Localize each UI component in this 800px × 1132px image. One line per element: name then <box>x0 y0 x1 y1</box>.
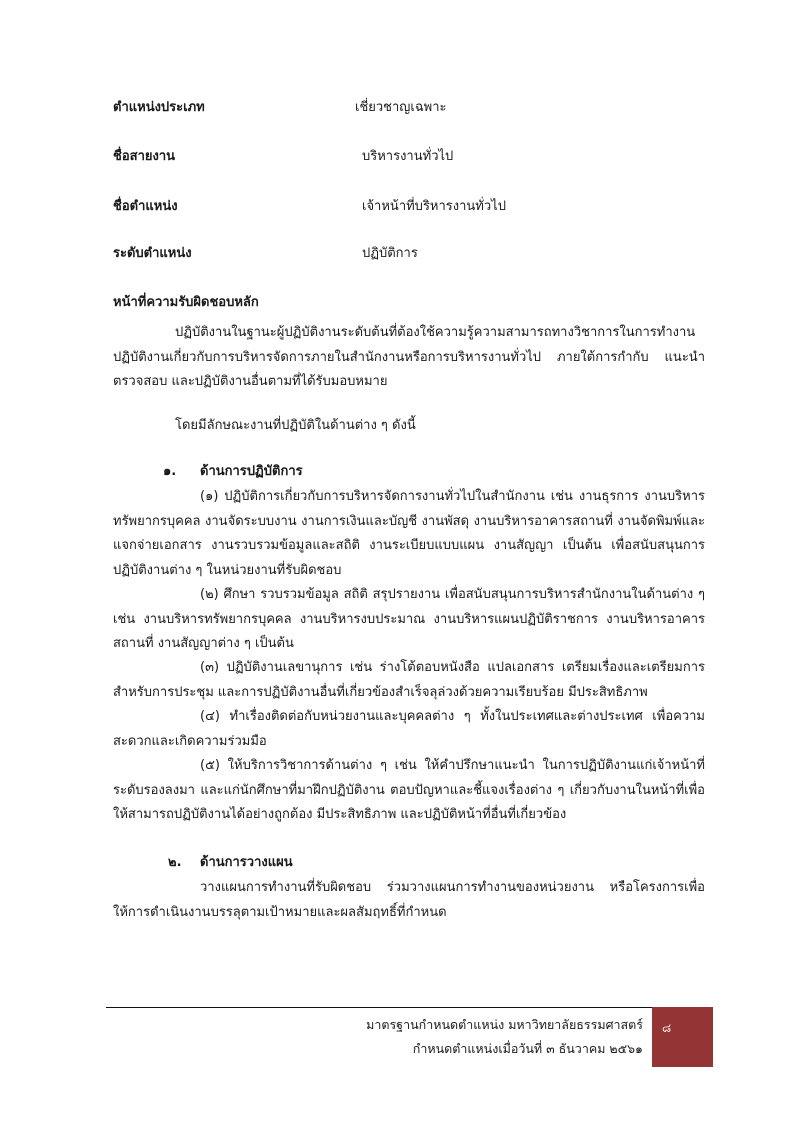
field-position-level <box>113 242 713 266</box>
responsibilities-intro: ปฏิบัติงานในฐานะผู้ปฏิบัติงานระดับต้นที่ต้องใช้ความรู้ความสามารถทางวิชาการในการทำงาน ปฏิบัติงานเกี่ยวกับการบริหารจัดการภายในสำนักงานหรือการบริหารงานทั่วไป ภายใต้การกำกับ แนะนำ ตรวจสอบ และปฏิบัติงานอื่นตามที่ได้รับมอบหมาย <box>113 325 705 389</box>
page-number-badge <box>652 1007 713 1067</box>
footer-divider <box>106 1007 652 1008</box>
field-value: เชี่ยวชาญเฉพาะ <box>355 100 447 115</box>
field-value: บริหารงานทั่วไป <box>362 149 454 164</box>
responsibilities-title: หน้าที่ความรับผิดชอบหลัก <box>113 295 259 310</box>
field-label: ตำแหน่งประเภท <box>113 100 205 115</box>
field-value: เจ้าหน้าที่บริหารงานทั่วไป <box>362 199 506 214</box>
field-line-name <box>113 145 713 169</box>
section-1-item-3: (๓) ปฏิบัติงานเลขานุการ เช่น ร่างโต้ตอบหนังสือ แปลเอกสาร เตรียมเรื่องและเตรียมการสำหรับการประชุม และการปฏิบัติงานอื่นที่เกี่ยวข้องสำเร็จลุล่วงด้วยความเรียบร้อย มีประสิทธิภาพ <box>113 660 705 700</box>
section-1-item-2: (๒) ศึกษา รวบรวมข้อมูล สถิติ สรุปรายงาน เพื่อสนับสนุนการบริหารสำนักงานในด้านต่าง ๆ เช่น งานบริหารทรัพยากรบุคคล งานบริหารงบประมาณ งานบริหารแผนปฏิบัติราชการ งานบริหารอาคารสถานที่ งานสัญญาต่าง ๆ เป็นต้น <box>113 587 705 651</box>
field-label: ชื่อสายงาน <box>113 149 176 164</box>
footer-line-1: มาตรฐานกำหนดตำแหน่ง มหาวิทยาลัยธรรมศาสตร์ <box>366 1017 643 1032</box>
section-1-item-1: (๑) ปฏิบัติการเกี่ยวกับการบริหารจัดการงานทั่วไปในสำนักงาน เช่น งานธุรการ งานบริหารทรัพยากรบุคคล งานจัดระบบงาน งานการเงินและบัญชี งานพัสดุ งานบริหารอาคารสถานที่ งานจัดพิมพ์และแจกจ่ายเอกสาร งานรวบรวมข้อมูลและสถิติ งานระเบียบแบบแผน งานสัญญา เป็นต้น เพื่อสนับสนุนการปฏิบัติงานต่าง ๆ ในหน่วยงานที่รับผิดชอบ <box>113 489 705 578</box>
responsibilities-lead: โดยมีลักษณะงานที่ปฏิบัติในด้านต่าง ๆ ดังนี้ <box>175 418 416 433</box>
section-1-item-4: (๔) ทำเรื่องติดต่อกับหน่วยงานและบุคคลต่าง ๆ ทั้งในประเทศและต่างประเทศ เพื่อความสะดวกและเกิดความร่วมมือ <box>113 709 705 749</box>
footer-line-2: กำหนดตำแหน่งเมื่อวันที่ ๓ ธันวาคม ๒๕๖๑ <box>412 1041 643 1056</box>
section-title-planning: ด้านการวางแผน <box>200 855 293 870</box>
field-position-type <box>113 96 713 120</box>
field-position-name <box>113 195 713 219</box>
field-value: ปฏิบัติการ <box>362 246 418 261</box>
section-number: ๑. <box>163 464 177 479</box>
footer-text <box>366 1013 643 1061</box>
section-2-item-1: วางแผนการทำงานที่รับผิดชอบ ร่วมวางแผนการทำงานของหน่วยงาน หรือโครงการเพื่อให้การดำเนินงานบรรลุตามเป้าหมายและผลสัมฤทธิ์ที่กำหนด <box>113 880 705 920</box>
field-label: ระดับตำแหน่ง <box>113 246 192 261</box>
section-number: ๒. <box>168 855 182 870</box>
field-label: ชื่อตำแหน่ง <box>113 199 178 214</box>
page-number: ๘ <box>662 1021 672 1035</box>
section-1-item-5: (๕) ให้บริการวิชาการด้านต่าง ๆ เช่น ให้คำปรึกษาแนะนำ ในการปฏิบัติงานแก่เจ้าหน้าที่ระดับรองลงมา และแก่นักศึกษาที่มาฝึกปฏิบัติงาน ตอบปัญหาและชี้แจงเรื่องต่าง ๆ เกี่ยวกับงานในหน้าที่เพื่อให้สามารถปฏิบัติงานได้อย่างถูกต้อง มีประสิทธิภาพ และปฏิบัติหน้าที่อื่นที่เกี่ยวข้อง <box>113 758 705 822</box>
section-title-operations: ด้านการปฏิบัติการ <box>200 464 303 479</box>
